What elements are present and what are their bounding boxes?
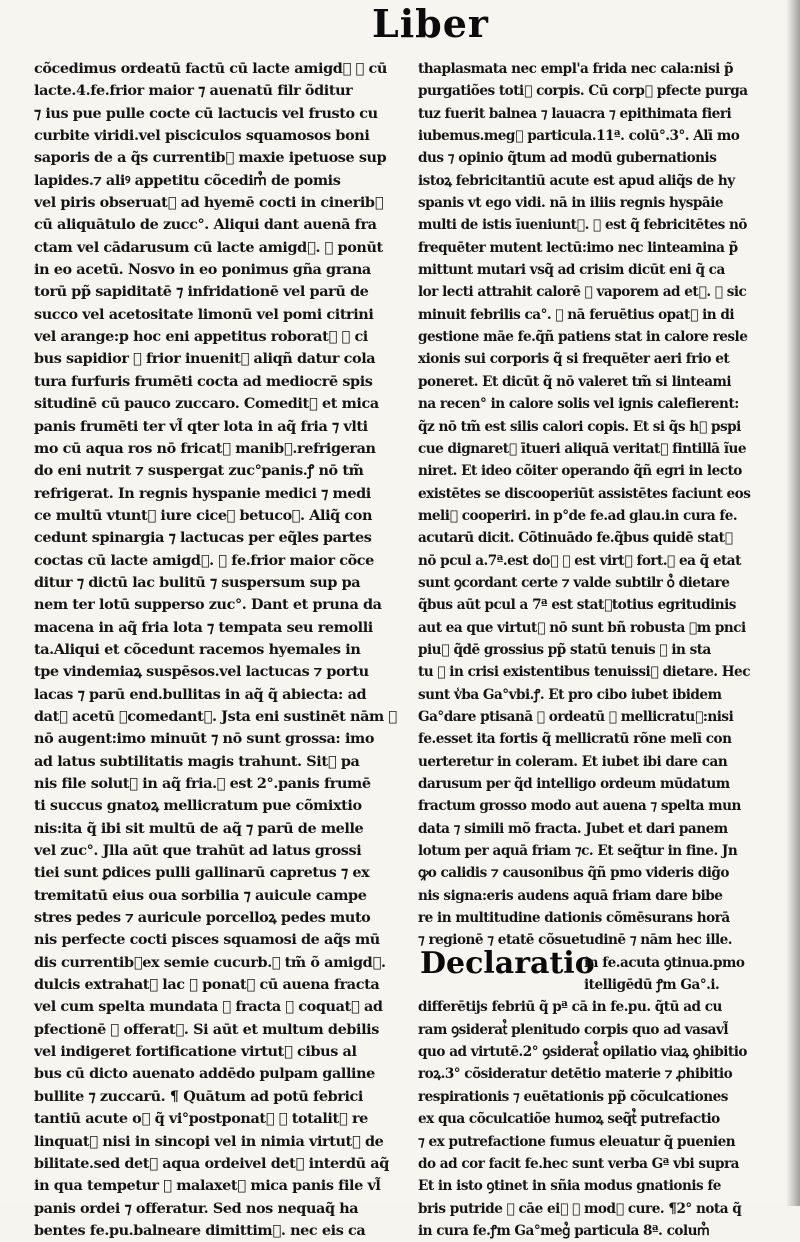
text-line: in eo acetū. Nosvo in eo ponimus gña grana (34, 261, 371, 279)
text-line: multi de istis īueniunt᷒. ⁊ est q̃ febricitētes nō (418, 217, 747, 234)
text-line: niret. Et ideo cõiter operando q̃ñ egri in lecto (418, 463, 742, 480)
text-line: sunt ꝯcordant certe ⁊ valde subtilr o᷒ dietare (418, 574, 730, 591)
text-line: dis currentib᷒ex semie cucurb.⁊ tm̃ õ amigd᷒. (34, 953, 386, 971)
text-line: ditur ⁊ dictū lac bulitū ⁊ suspersum sup pa (34, 573, 361, 591)
text-line: lotum per aquā friam ⁊c. Et seq̃tur in fine. Jn (418, 843, 738, 860)
text-line: saporis de a q̃s currentib᷒ maxie ipetuose sup (34, 149, 387, 167)
text-line: roꝝ.3° cõsideratur detētio materie ⁊ ꝓhibitio (418, 1066, 733, 1083)
text-line: in qua tempetur ⁊ malaxet᷒ mica panis file vl̃ (34, 1177, 381, 1195)
text-line: tura furfuris frumēti cocta ad mediocrē spis (34, 372, 373, 390)
text-line: vel zuc°. Jlla aūt que trahūt ad latus grossi (34, 842, 362, 860)
text-line: dus ⁊ opinio q̃tum ad modū gubernationis (418, 150, 717, 167)
text-line: dat᷒ acetū ⁊comedant᷒. Jsta eni sustinēt nām ꝛ (34, 707, 397, 725)
text-line: tpe vindemiaꝝ suspēsos.vel lactucas ⁊ portu (34, 663, 369, 681)
text-line: bus sapidior ⁊ frior inuenit᷒ aliqñ datur cola (34, 350, 376, 368)
text-line: quo ad virtutē.2° ꝯsiderat᷒ opilatio viaꝝ ꝯhibitio (418, 1044, 747, 1061)
text-line: cedunt spinargia ⁊ lactucas per eq̃les partes (34, 529, 372, 547)
text-line: acutarū dicit. Cõtinuādo fe.q̃bus quidē stat᷒ (418, 530, 733, 547)
text-line: xionis sui corporis q̃ si frequēter aeri frio et (418, 351, 730, 368)
text-line: vel arange:p hoc eni appetitus roborat᷒ ⁊ ci (34, 328, 368, 346)
text-line: tantiū acute o᷒ q̃ vi°postponat᷒ ⁊ totalit᷒ re (34, 1110, 368, 1128)
text-line: nis:ita q̃ ibi sit multū de aq̃ ⁊ parū de melle (34, 819, 364, 837)
text-line: mittunt mutari vsq̃ ad crisim dicūt eni q̃ ca (418, 262, 725, 279)
text-line: do eni nutrit ⁊ suspergat zuc°panis.ꝭ nō tm̃ (34, 462, 364, 480)
text-line: iubemus.meg᷒ particula.11ª. colū°.3°. Alī mo (418, 128, 740, 145)
text-line: situdinē cū pauco zuccaro. Comedit᷒ et mica (34, 395, 379, 413)
text-line: nem ter lotū supperso zuc°. Dant et pruna da (34, 596, 382, 614)
text-line: respirationis ⁊ euētationis pp̃ cõculcationes (418, 1088, 728, 1105)
left-text-column (34, 58, 406, 1242)
text-line: fractum grosso modo aut auena ⁊ spelta mun (418, 798, 741, 815)
text-line: na recen° in calore solis vel ignis calefierent: (418, 396, 739, 413)
text-line: mo cū aqua ros nō fricat᷒ manib᷒.refrigeran (34, 439, 376, 457)
text-line: tremitatū eius oua sorbilia ⁊ auicule campe (34, 886, 367, 904)
text-line: stres pedes ⁊ auricule porcelloꝝ pedes muto (34, 909, 371, 927)
text-line: itelligēdū ꝭm Ga°.i. (584, 977, 720, 994)
text-line: panis frumēti ter vl̃ qter lota in aq̃ fria ⁊ vlti (34, 417, 368, 435)
text-line: darusum per q̃d intelligo ordeum mūdatum (418, 776, 730, 792)
text-line: nis perfecte cocti pisces squamosi de aq̃s mū (34, 931, 380, 949)
text-line: macena in aq̃ fria lota ⁊ tempata seu remolli (34, 618, 373, 636)
text-line: uerteretur in coleram. Et iubet ibi dare can (418, 753, 728, 770)
text-line: nis file solut᷒ in aq̃ fria.⁊ est 2°.panis frumē (34, 775, 371, 792)
text-line: nō augent:imo minuūt ⁊ nō sunt grossa: imo (34, 730, 375, 748)
text-line: Ga°dare ptisanā ⁊ ordeatū ⁊ mellicratu᷒:nisi (418, 708, 734, 725)
text-line: bus cū dicto auenato addēdo pulpam galline (34, 1065, 375, 1083)
text-line: q̃bus aūt pcul a 7ª est stat᷒totius egritudinis (418, 597, 736, 614)
text-line: nō pcul a.7ª.est do᷒ ⁊ est virt᷒ fort.⁊ ea q̃ etat (418, 552, 741, 569)
text-line: linquat᷒ nisi in sincopi vel in nimia virtut᷒ de (34, 1132, 384, 1150)
running-head: Liber (372, 1, 489, 46)
text-line: ta.Aliqui et cõcedunt racemos hyemales in (34, 640, 361, 658)
text-line: spanis vt ego vidi. nā in iliis regnis hyspāie (418, 195, 724, 212)
text-line: bilitate.sed det᷒ aqua ordeivel det᷒ interdū aq̃ (34, 1154, 389, 1172)
declaratio-row (418, 945, 770, 981)
text-line: ad latus subtilitatis magis trahunt. Sit᷒ pa (34, 752, 360, 770)
text-line: ctam vel cādarusum cū lacte amigd᷒. ⁊ ponūt (34, 238, 383, 256)
text-line: tiei sunt ꝑdices pulli gallinarū capretus ⁊ ex (34, 864, 370, 882)
text-line: vel piris obseruat᷒ ad hyemē cocti in cinerib᷒ (34, 194, 384, 212)
text-line: curbite viridi.vel pisciculos squamosos boni (34, 127, 370, 145)
text-line: tu ⁊ in crisi existentibus tenuissi᷒ dietare. Hec (418, 664, 750, 681)
text-line: nis signa:eris audens aquā friam dare bibe (418, 887, 723, 904)
text-line: pfectionē ⁊ offerat᷒. Si aūt et multum debilis (34, 1020, 379, 1038)
text-line: bullite ⁊ zuccarū. ¶ Quātum ad potū febrici (34, 1087, 363, 1105)
text-line: frequēter mutent lectū:imo nec linteamina p̃ (418, 239, 738, 256)
text-line: torū pp̃ sapiditatē ⁊ infridationē vel parū de (34, 283, 369, 301)
text-line: succo vel acetositate limonū vel pomi citrini (34, 305, 374, 323)
text-line: lapides.⁊ aliꝰ appetitu cõcedim᷒ de pomis (34, 171, 341, 189)
text-line: ꝙo calidis ⁊ causonibus q̃ñ pmo videris dig̃o (418, 865, 729, 882)
text-line: tuz fuerit balnea ⁊ lauacra ⁊ epithimata fieri (418, 105, 732, 122)
page-edge-shadow (786, 0, 800, 1206)
text-line: purgatiões toti᷒ corpis. Cū corp᷒ pfecte purga (418, 83, 748, 100)
text-line: ti succus gnatoꝝ mellicratum pue cõmixtio (34, 797, 362, 815)
text-line: sunt v̾ba Ga°vbi.ꝭ. Et pro cibo iubet ibidem (418, 686, 722, 703)
text-line: poneret. Et dicūt q̃ nō valeret tm̃ si linteami (418, 373, 732, 390)
text-line: ⁊ ius pue pulle cocte cū lactucis vel frusto cu (34, 104, 378, 122)
text-line: Et in isto ꝯtinet in sñia modus gnationis fe (418, 1178, 721, 1195)
text-line: piu᷒ q̃dē grossius pp̃ statū tenuis ⁊ in sta (418, 641, 711, 658)
text-line: q̃z nō tm̃ est silis calori copis. Et si q̃s h᷒ pspi (418, 418, 741, 435)
text-line: vel indigeret fortificatione virtut᷒ cibus al (34, 1043, 357, 1061)
text-line: in fe.acuta ꝯtinua.pmo (584, 954, 745, 971)
text-line: ⁊ regionē ⁊ etatē cõsuetudinē ⁊ nām hec ille. (418, 932, 733, 949)
text-line: data ⁊ simili mõ fracta. Jubet et dari panem (418, 820, 728, 837)
text-line: cue dignaret᷒ ītueri aliquā veritat᷒ fintillā ĩue (418, 440, 747, 457)
text-line: ⁊ ex putrefactione fumus eleuatur q̃ puenien (418, 1133, 736, 1150)
text-line: panis ordei ⁊ offeratur. Sed nos nequaq̃ ha (34, 1199, 359, 1217)
text-line: differētijs febriū q̃ pª cā in fe.pu. q̃tū ad cu (418, 999, 722, 1016)
text-line: bentes fe.pu.balneare dimittim᷒. nec eis ca (34, 1221, 366, 1239)
declaratio-row (418, 974, 770, 996)
text-line: vel cum spelta mundata ⁊ fracta ⁊ coquat᷒ ad (34, 998, 383, 1016)
text-line: cū aliquātulo de zucc°. Aliqui dant auenā fra (34, 216, 377, 234)
text-line: refrigerat. In regnis hyspanie medici ⁊ medi (34, 484, 371, 502)
text-line: in cura fe.ꝭm Ga°meg᷒ particula 8ª. colum᷒ (418, 1222, 710, 1239)
text-line: thaplasmata nec empl'a frida nec cala:nisi p̃ (418, 61, 733, 77)
text-line: gestione māe fe.q̃ñ patiens stat in calore resle (418, 329, 748, 346)
text-line: dulcis extrahat᷒ lac ⁊ ponat᷒ cū auena fracta (34, 976, 380, 994)
text-line: aut ea que virtut᷒ nō sunt bñ robusta ꝭm pnci (418, 619, 746, 636)
text-line: fe.esset ita fortis q̃ mellicratū rõne melī con (418, 731, 732, 748)
text-line: cõcedimus ordeatū factū cū lacte amigd᷒ ⁊ cū (34, 60, 387, 77)
text-line: coctas cū lacte amigd᷒. ⁊ fe.frior maior cõce (34, 551, 374, 569)
text-line: ce multū vtunt᷒ iure ciceꝝ betucoꝝ. Aliq̃ con (34, 506, 373, 524)
section-heading-declaratio: Declaratio (420, 945, 595, 981)
text-line: minuit febrilis ca°. ⁊ nā feruētius opat᷒ in di (418, 306, 735, 323)
text-line: lor lecti attrahit calorē ⁊ vaporem ad et᷒. ⁊ sic (418, 284, 747, 301)
text-line: re in multitudine dationis cõmēsurans horā (418, 910, 730, 927)
text-line: do ad cor facit fe.hec sunt verba Gª vbi supra (418, 1155, 739, 1172)
text-line: ex qua cõculcatiõe humoꝝ seq̃t᷒ putrefactio (418, 1111, 720, 1128)
right-text-column (418, 58, 770, 1242)
text-line: lacas ⁊ parū end.bullitas in aq̃ q̃ abiecta: ad (34, 685, 367, 703)
text-line: ram ꝯsiderat᷒ plenitudo corpis quo ad vasavl̃ (418, 1021, 729, 1038)
text-line: istoꝝ febricitantiū acute est apud aliq̃s de hy (418, 172, 735, 189)
text-line: bris putride ⁊ cāe ei᷒ ⁊ mod᷒ cure. ¶2° nota q̃ (418, 1200, 742, 1217)
text-line: lacte.4.fe.frior maior ⁊ auenatū filr õditur (34, 82, 353, 100)
text-line: existētes se discooperiūt assistētes faciunt eos (418, 485, 751, 502)
text-line: meli᷒ cooperiri. in p°de fe.ad glau.in cura fe. (418, 507, 738, 524)
